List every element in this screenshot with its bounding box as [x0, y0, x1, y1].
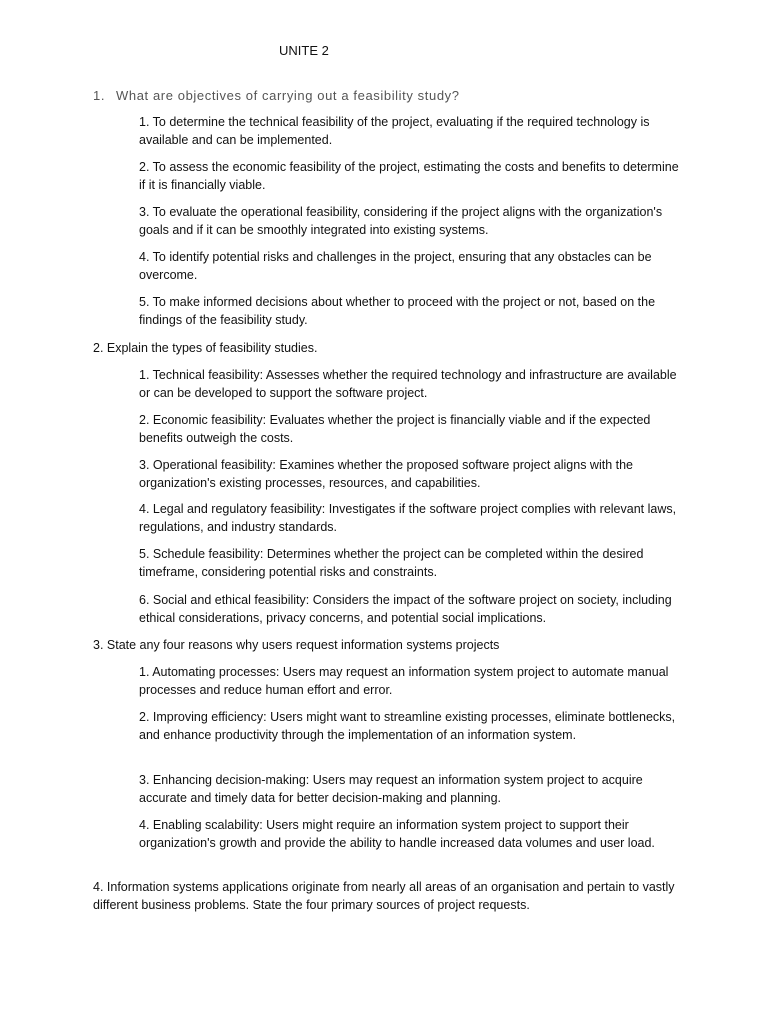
- q2-answer-item: 1. Technical feasibility: Assesses whether the required technology and infrastructure are available or can be developed to support the software project.: [139, 368, 677, 400]
- q3-answer-item: 2. Improving efficiency: Users might want to streamline existing processes, eliminate bottlenecks, and enhance productivity through the implementation of an information system.: [139, 710, 676, 742]
- q3-answer-item: 3. Enhancing decision-making: Users may request an information system project to acquire accurate and timely data for better decision-making and planning.: [139, 773, 643, 805]
- question-2: 2. Explain the types of feasibility studies.: [93, 341, 318, 355]
- q3-answer-item: 4. Enabling scalability: Users might require an information system project to support their organization's growth and provide the ability to handle increased data volumes and user load.: [139, 818, 655, 850]
- question-1-number: 1.: [93, 88, 106, 103]
- question-3: 3. State any four reasons why users request information systems projects: [93, 638, 500, 652]
- q1-answer-item: 4. To identify potential risks and challenges in the project, ensuring that any obstacles can be overcome.: [139, 250, 652, 282]
- q2-answer-item: 3. Operational feasibility: Examines whether the proposed software project aligns with the organization's existing processes, resources, and capabilities.: [139, 458, 634, 490]
- q1-answer-item: 5. To make informed decisions about whether to proceed with the project or not, based on the findings of the feasibility study.: [139, 295, 656, 327]
- q1-answer-item: 2. To assess the economic feasibility of the project, estimating the costs and benefits to determine if it is financially viable.: [139, 160, 679, 192]
- question-1: [93, 87, 683, 105]
- q2-answer-item: 6. Social and ethical feasibility: Considers the impact of the software project on society, including ethical considerations, privacy concerns, and potential social implications.: [139, 593, 672, 625]
- document-title: UNITE 2: [279, 43, 329, 58]
- q3-answer-item: 1. Automating processes: Users may request an information system project to automate manual processes and reduce human effort and error.: [139, 665, 669, 697]
- question-4: 4. Information systems applications originate from nearly all areas of an organisation and pertain to vastly different business problems. State the four primary sources of project requests.: [93, 880, 675, 912]
- q2-answer-item: 5. Schedule feasibility: Determines whether the project can be completed within the desired timeframe, considering potential risks and constraints.: [139, 547, 644, 579]
- q2-answer-item: 4. Legal and regulatory feasibility: Investigates if the software project complies with relevant laws, regulations, and industry standards.: [139, 502, 677, 534]
- q2-answer-item: 2. Economic feasibility: Evaluates whether the project is financially viable and if the expected benefits outweigh the costs.: [139, 413, 651, 445]
- question-1-text: What are objectives of carrying out a feasibility study?: [116, 88, 460, 103]
- q1-answer-item: 1. To determine the technical feasibility of the project, evaluating if the required technology is available and can be implemented.: [139, 115, 650, 147]
- q1-answer-item: 3. To evaluate the operational feasibility, considering if the project aligns with the organization's goals and if it can be smoothly integrated into existing systems.: [139, 205, 663, 237]
